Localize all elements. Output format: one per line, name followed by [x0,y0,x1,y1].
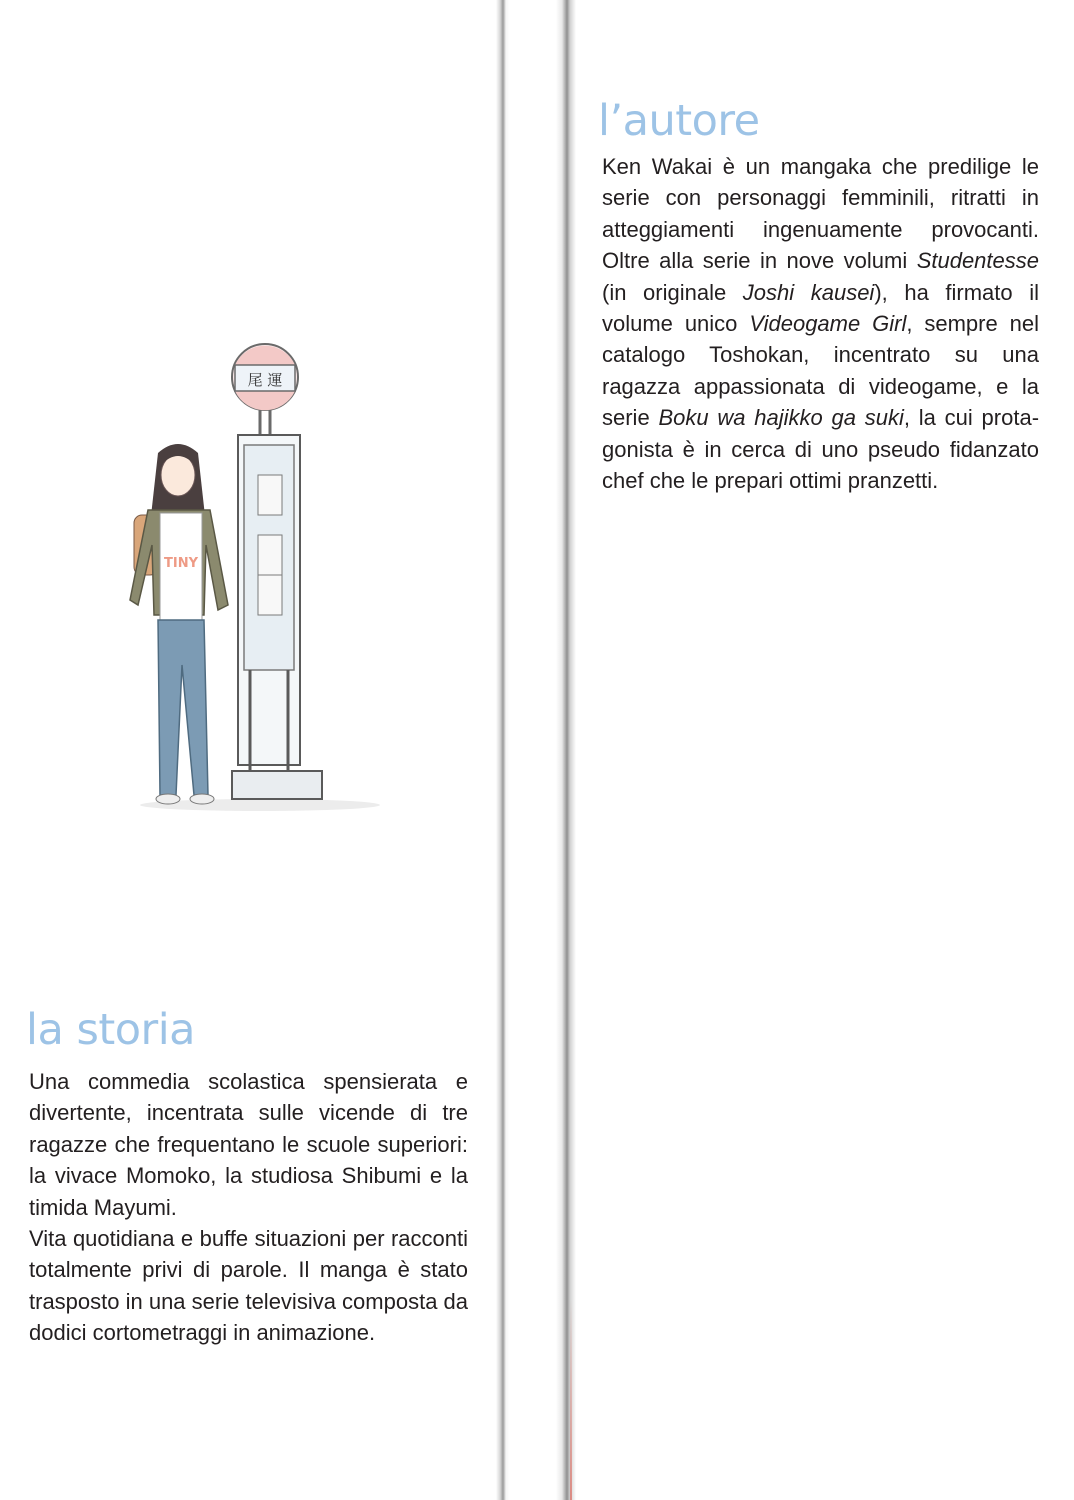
story-paragraph: Una commedia scolastica spensierata e divertente, incentrata sulle vicende di tre ragazze che frequentano le scuole superiori: la vivace Momoko, la studiosa Shibumi e la timida Mayumi. [29,1069,468,1220]
author-heading: l’autore [598,96,760,146]
girl-figure [130,444,228,804]
author-text-segment: ), ha firmato il volume unico [602,279,1039,337]
bus-stop-sign [232,344,322,799]
author-title-segment: Joshi kausei [742,279,875,305]
story-paragraph: Vita quotidiana e buffe situazioni per racconti totalmente privi di parole. Il manga è stato trasposto in una serie televisiva composta da dodici cortometraggi in animazione. [29,1226,469,1346]
author-text-segment: (in originale [602,279,743,305]
author-title-segment: Boku wa hajikko ga suki [658,405,904,431]
story-body [29,1066,468,1349]
story-heading: la storia [26,1005,196,1055]
page-edge [570,1300,572,1500]
book-gutter [496,0,576,1500]
author-text-segment: , la cui protagonista è in cerca di uno pseudo fidanzato chef che le prepari ottimi pranzetti. [602,405,1040,494]
author-text-segment: Ken Wakai è un mangaka che predilige le serie con personaggi femminili, ritratti in atteggiamenti ingenuamente provocanti. Oltre alla serie in nove volumi [602,154,1039,274]
shirt-print: TINY [164,556,198,571]
author-text-segment: , sempre nel catalogo Toshokan, incentrato su una ragazza appassionata di videogame, e la serie [602,311,1039,431]
author-title-segment: Videogame Girl [749,311,907,337]
author-paragraph [602,151,1039,496]
girl-at-bus-stop-illustration [110,335,380,835]
author-title-segment: Studentesse [916,248,1039,274]
sign-label: 尾 運 [247,371,283,389]
